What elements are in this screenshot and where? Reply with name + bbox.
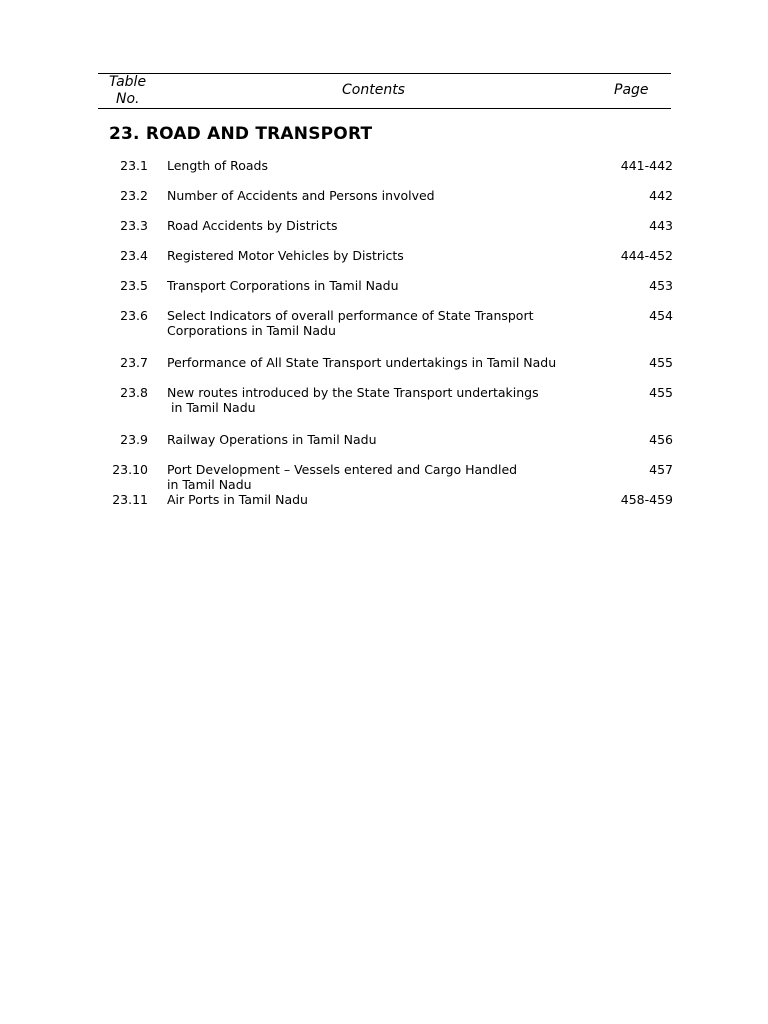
table-title bbox=[167, 432, 597, 447]
table-no-header bbox=[109, 74, 146, 108]
table-title bbox=[167, 492, 597, 507]
table-title bbox=[167, 385, 597, 415]
table-title-line1: Road Accidents by Districts bbox=[167, 218, 338, 233]
page-number: 441-442 bbox=[620, 158, 673, 173]
page-number: 456 bbox=[649, 432, 673, 447]
page-number: 455 bbox=[649, 385, 673, 400]
table-title-line1: Select Indicators of overall performance of State Transport bbox=[167, 308, 534, 323]
page-number: 442 bbox=[649, 188, 673, 203]
table-title-line2: Corporations in Tamil Nadu bbox=[167, 323, 336, 338]
table-title-line1: Transport Corporations in Tamil Nadu bbox=[167, 278, 399, 293]
table-number: 23.8 bbox=[120, 385, 148, 400]
page-header: Page bbox=[614, 82, 649, 98]
table-title bbox=[167, 248, 597, 263]
page-number: 454 bbox=[649, 308, 673, 323]
contents-header: Contents bbox=[342, 82, 405, 98]
table-title bbox=[167, 462, 597, 492]
table-title-line1: Number of Accidents and Persons involved bbox=[167, 188, 435, 203]
table-title-line2: in Tamil Nadu bbox=[171, 400, 256, 415]
table-title bbox=[167, 355, 597, 370]
table-title-line1: Railway Operations in Tamil Nadu bbox=[167, 432, 377, 447]
page-number: 455 bbox=[649, 355, 673, 370]
page-number: 457 bbox=[649, 462, 673, 477]
table-number: 23.1 bbox=[120, 158, 148, 173]
table-title-line1: Performance of All State Transport undertakings in Tamil Nadu bbox=[167, 355, 557, 370]
page-number: 443 bbox=[649, 218, 673, 233]
table-no-header-line1: Table bbox=[109, 74, 147, 90]
section-title: 23. ROAD AND TRANSPORT bbox=[109, 124, 373, 144]
table-title-line1: Port Development – Vessels entered and Cargo Handled bbox=[167, 462, 518, 477]
table-title bbox=[167, 188, 597, 203]
table-number: 23.3 bbox=[120, 218, 148, 233]
table-title-line2: in Tamil Nadu bbox=[167, 477, 252, 492]
table-number: 23.2 bbox=[120, 188, 148, 203]
header-top-rule bbox=[98, 73, 671, 74]
header-bottom-rule bbox=[98, 108, 671, 109]
table-number: 23.4 bbox=[120, 248, 148, 263]
table-title-line1: New routes introduced by the State Transport undertakings bbox=[167, 385, 539, 400]
table-number: 23.6 bbox=[120, 308, 148, 323]
table-number: 23.7 bbox=[120, 355, 148, 370]
table-title-line1: Length of Roads bbox=[167, 158, 268, 173]
table-title bbox=[167, 278, 597, 293]
table-number: 23.10 bbox=[112, 462, 148, 477]
table-title-line1: Air Ports in Tamil Nadu bbox=[167, 492, 308, 507]
table-title-line1: Registered Motor Vehicles by Districts bbox=[167, 248, 404, 263]
table-title bbox=[167, 308, 597, 338]
page-number: 444-452 bbox=[620, 248, 673, 263]
table-number: 23.9 bbox=[120, 432, 148, 447]
table-number: 23.5 bbox=[120, 278, 148, 293]
table-number: 23.11 bbox=[112, 492, 148, 507]
page-number: 458-459 bbox=[620, 492, 673, 507]
table-title bbox=[167, 218, 597, 233]
page-number: 453 bbox=[649, 278, 673, 293]
table-no-header-line2: No. bbox=[116, 91, 140, 107]
table-title bbox=[167, 158, 597, 173]
